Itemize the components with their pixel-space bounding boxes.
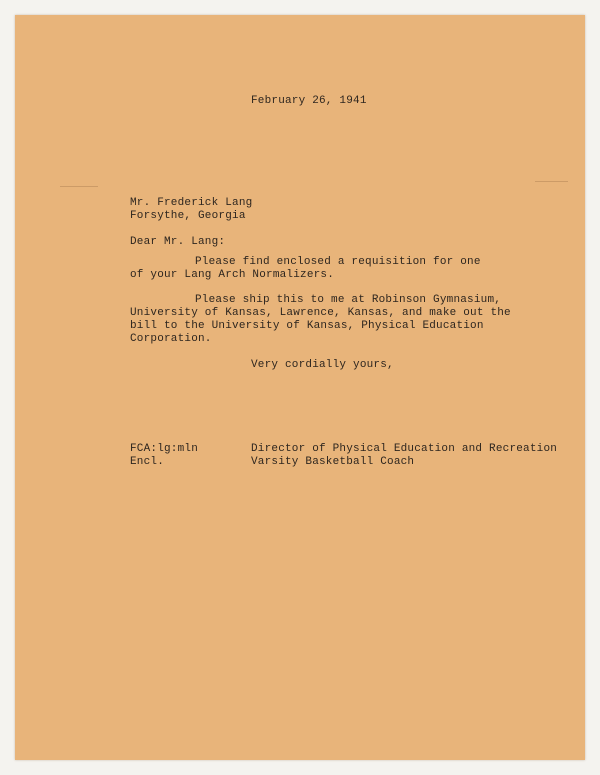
body-paragraph-2-line-2: University of Kansas, Lawrence, Kansas, and make out the [130,307,511,319]
body-paragraph-1-line-1: Please find enclosed a requisition for one [195,256,481,268]
salutation: Dear Mr. Lang: [130,236,226,248]
signature-title-line-1: Director of Physical Education and Recreation [251,443,558,455]
letter-date: February 26, 1941 [251,95,367,107]
paper-mark-left [60,186,98,187]
body-paragraph-1-line-2: of your Lang Arch Normalizers. [130,269,335,281]
enclosure-notation: Encl. [130,456,165,468]
body-paragraph-2-line-1: Please ship this to me at Robinson Gymnasium, [195,294,502,306]
recipient-name: Mr. Frederick Lang [130,197,253,209]
body-paragraph-2-line-4: Corporation. [130,333,212,345]
recipient-location: Forsythe, Georgia [130,210,246,222]
complimentary-closing: Very cordially yours, [251,359,394,371]
paper-mark-right [535,181,568,182]
letter-page [15,15,585,760]
reference-initials: FCA:lg:mln [130,443,199,455]
signature-title-line-2: Varsity Basketball Coach [251,456,415,468]
body-paragraph-2-line-3: bill to the University of Kansas, Physical Education [130,320,484,332]
